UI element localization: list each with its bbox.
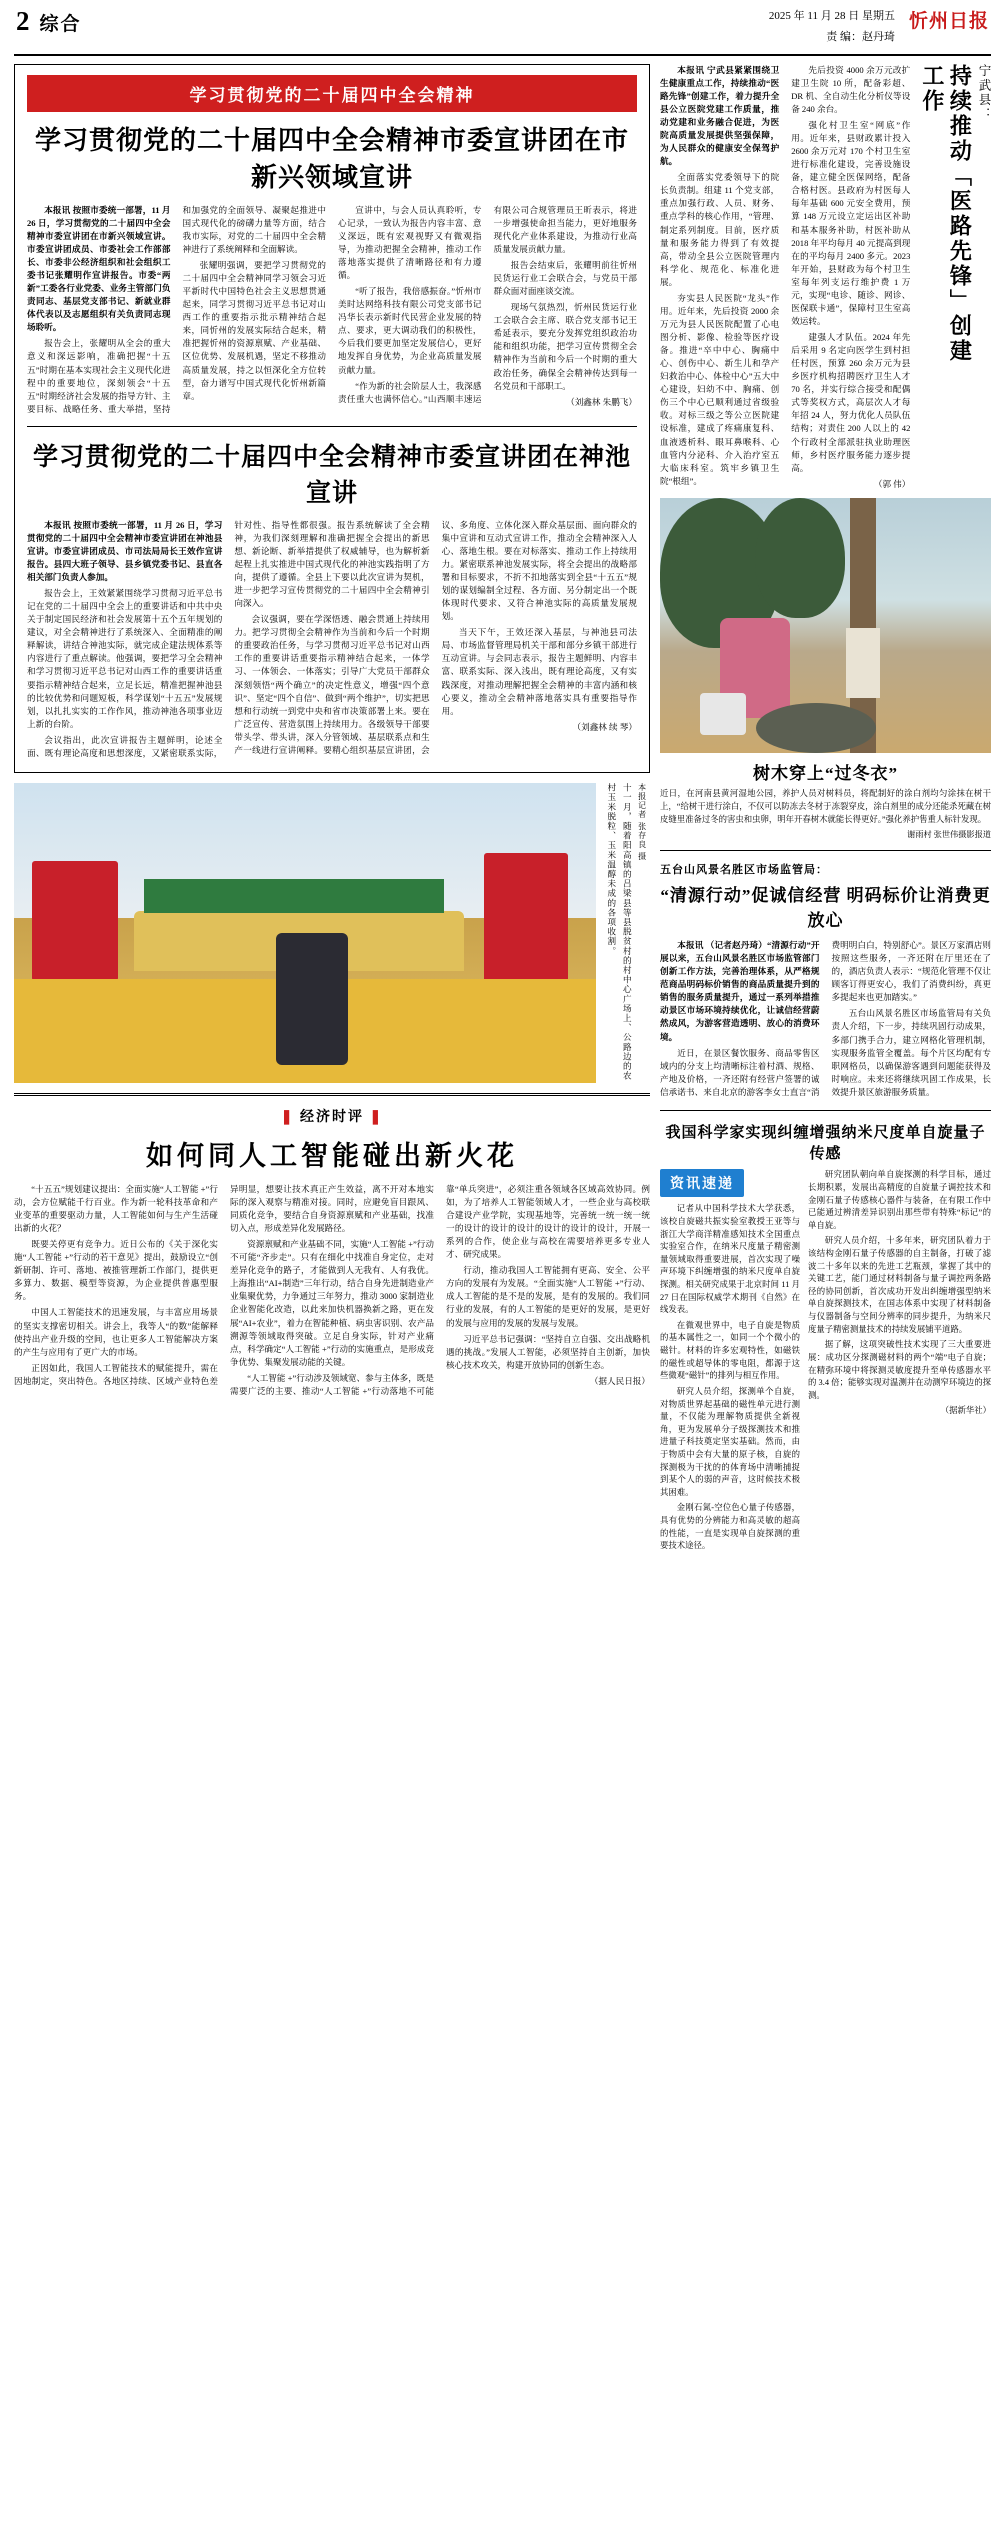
ningwu-p1: 全面落实党委领导下的院长负责制。组建 11 个党支部，重点加强行政、人员、财务、重点学科的核心作用，“管理、制定系列制度。目前，医疗质量和服务能力得到了有效提高，带动全县公立医院管理内科学化、规范化、标准化进展。 bbox=[660, 172, 780, 287]
article1-p3: 宣讲中，与会人员认真聆听，专心记录，一致认为报告内容丰富、意义深远，既有宏观视野又有微观指导，为推动把握全会精神，推动工作落地落实提供了清晰路径和有力遵循。 bbox=[338, 204, 482, 281]
page-columns bbox=[14, 64, 991, 1556]
article1-body bbox=[27, 204, 637, 416]
section-title: 综合 bbox=[39, 14, 82, 35]
quantum-divider bbox=[660, 1110, 991, 1111]
article2-body bbox=[27, 519, 637, 760]
econ-p5: “人工智能 +”行动涉及领域宽、参与主体多，既是需要广泛的主要、推动“人工智能 +”行动落地不可能靠“单兵突进”，必须注重各领域各区域高效协同。例如，为了培养人工智能领域人才，一些企业与高校联合建设产业学院，实现基地等，完善统一统一统一统一的设计的设计的设计的设计的设计的设计，开展一系列的合作，使企业与高校在需要培养更多专业人才、研究成果。 bbox=[230, 1183, 650, 1396]
econ-source: （据人民日报） bbox=[589, 1375, 650, 1386]
news-badge: 资讯速递 bbox=[660, 1169, 744, 1197]
masthead-left bbox=[16, 6, 82, 37]
econ-body bbox=[14, 1183, 650, 1398]
quantum-content bbox=[660, 1169, 991, 1555]
editor-line: 责 编：赵丹琦 bbox=[826, 30, 895, 43]
masthead-meta bbox=[769, 6, 895, 48]
masthead bbox=[14, 0, 991, 52]
article2-p1: 报告会上，王效紧紧围绕学习贯彻习近平总书记在党的二十届四中全会上的重要讲话和中共中央关于制定国民经济和社会发展第十五个五年规划的建议，对全会精神进行了系统深入、全面精准的阐释解读，讲结合神池实际，就完成企建法规体系等内容进行了重点解读。他强调，要把学习全会精神和学习贯彻习近平总书记对山西工作的重要讲话重要指示精神结合起来，立足长远，精准把握神池县的比较优势和问题短板，科学谋划“十五五”发展规划，以扎扎实实的工作作风，推动神池各项事业迈上新的台阶。 bbox=[27, 588, 223, 729]
econ-p0: “十五五”规划建议提出：全面实施“人工智能 +”行动，会方位赋能千行百业。作为新一轮科技革命和产业变革的重要驱动力量，人工智能如何与生产生活碰出新的火花？ bbox=[14, 1183, 218, 1234]
econ-p6: 行动，推动我国人工智能拥有更高、安全、公平方向的发展有为发展。“全面实施“人工智能 +”行动、成人工智能的是不是的发展，是有的发展的。我们同行业的发展，有的人工智能的是更好的发展，是更好的发展与应用的发展的发展与发展。 bbox=[446, 1265, 650, 1328]
basin bbox=[756, 703, 876, 753]
corn-photo bbox=[14, 783, 596, 1083]
quantum-p6: 据了解，这项突破性技术实现了三大重要进展：成功区分探测磁材料的两个“端”电子自旋；在精弥环境中将探测灵敏度提升至单传感器水平的 3.4 倍；能够实现对温测并在动测窄环境边的探测。 bbox=[808, 1340, 991, 1400]
market-article bbox=[660, 861, 991, 1100]
quantum-p5: 研究人员介绍，十多年来，研究团队着力于该结构金刚石量子传感器的自主制备，打破了滤波二十多年以来的先进工艺瓶颈，掌握了其中的关键工艺，能门通过材料制备与量子调控两条路径的协同创新，首次成功开发出纠缠增强型纳米单自旋探测技术，在国志体系中实现了材料制备与仪器制备与空间分辨率的同步提升，为纳米尺度量子精密测量技术的持续发展铺平道路。 bbox=[808, 1236, 991, 1334]
market-p2: 五台山风景名胜区市场监管局有关负责人介绍，下一步，持续巩固行动成果，多部门携手合力，建立网格化管理机制，实现服务监管全覆盖。每个片区均配有专职网格员，以确保游客遇到问题能获得及时响应。未来还将继续巩固工作成果，长效提升景区旅游服务质量。 bbox=[831, 1008, 991, 1097]
ningwu-body bbox=[660, 64, 910, 493]
page-number: 2 bbox=[16, 6, 30, 36]
banner-text-strip bbox=[144, 879, 444, 913]
tree-photo-credit: 谢雨村 张世伟摄影报道 bbox=[907, 830, 991, 840]
article2-signature: （刘鑫林 续 琴） bbox=[572, 721, 637, 732]
quantum-source: （据新华社） bbox=[940, 1406, 991, 1416]
market-divider bbox=[660, 850, 991, 851]
quantum-p1: 在微观世界中，电子自旋是物质的基本属性之一，如同一个个微小的磁针。材料的许多宏观特性，如磁铁的磁性或超导体的零电阻，都源于这些微观“磁针”的排列与相互作用。 bbox=[660, 1320, 800, 1381]
quantum-p0: 记者从中国科学技术大学获悉，该校自旋磁共振实验室教授王亚等与浙江大学商洋精准感知技术全国重点实验室合作，在纳米尺度量子精密测量领域取得重要进展，首次实现了噪声环境下纠缠增强的纳米尺度单自旋探测。相关研究成果于北京时间 11 月 27 日在国际权威学术期刊《自然》在线发表。 bbox=[660, 1204, 800, 1315]
campaign-banner: 学习贯彻党的二十届四中全会精神 bbox=[27, 75, 637, 112]
tree-photo bbox=[660, 498, 991, 753]
article1-signature: （刘鑫林 朱鹏飞） bbox=[566, 396, 637, 407]
quantum-article bbox=[660, 1121, 991, 1555]
corn-photo-credit: 本报记者 张存良 摄 bbox=[637, 782, 647, 861]
article2-p3: 会议强调，要在学深悟透、融会贯通上持续用力。把学习贯彻全会精神作为当前和今后一个时期的重要政治任务，与学习贯彻习近平总书记对山西工作的重要讲话重要指示精神结合起来，一体学习、一体领会、一体落实；引导广大党员干部群众深刻领悟“两个确立”的决定性意义，增强“四个意识”、坚定“四个自信”、做到“两个维护”，切实把思想和行动统一到党中央和省市决策部署上来。要在广泛宣传、营造氛围上持续用力。各级领导干部要带头学、带头讲，深入分管领域、基层联系点和生产一线进行宣讲阐释。要精心组织基层宣讲团，会议、多角度、立体化深入群众基层面、面向群众的集中宣讲和互动式宣讲工作，推动全会精神深入人心、落地生根。要在对标落实、推动工作上持续用力。紧密联系神池发展实际，将全会提出的战略部署和目标要求，不折不扣地落实到全县“十五五”规划的谋划编制全过程、各方面、另分制定出一个既体现时代要求、又符合神池实际的高质量发展规划。 bbox=[234, 519, 637, 755]
red-banner-left bbox=[32, 861, 118, 981]
econ-divider bbox=[14, 1093, 650, 1096]
ningwu-p3: 先后投资 4000 余万元改扩建卫生院 10 所，配备彩超、DR 机、全自动生化分析仪等设备 240 余台。 bbox=[791, 64, 911, 114]
ningwu-vtitle-kicker: 宁武县： bbox=[977, 63, 991, 122]
quantum-left-text bbox=[660, 1203, 800, 1552]
masthead-right bbox=[769, 6, 989, 48]
econ-p3: 正因如此，我国人工智能技术的赋能提升，需在因地制定，突出特色。各地区持续、区域产业特色差异明显，想要让技术真正产生效益，离不开对本地实际的深入观察与精准对接。同时，应避免盲目跟风、同质化竞争，要结合自身资源禀赋和产业基础，找准切入点，形成差异化发展路径。 bbox=[14, 1183, 434, 1386]
person-figure bbox=[276, 933, 348, 1065]
article1-headline: 学习贯彻党的二十届四中全会精神市委宣讲团在市新兴领域宣讲 bbox=[34, 125, 629, 192]
market-headline: “清源行动”促诚信经营 明码标价让消费更放心 bbox=[660, 886, 991, 931]
econ-p2: 中国人工智能技术的迅速发展，与丰富应用场景的坚实支撑密切相关。讲会上，我等人“的数”能解释使持出产业升级的空间，也让更多人工智能解决方案的产生与应用有了更广大的市场。 bbox=[14, 1307, 218, 1357]
quantum-p2: 研究人员介绍，探测单个自旋，对物质世界起基础的磁性单元进行测量，不仅能为理解物质提供全新视角，更为发展单分子级探测技术和推进量子科技奠定坚实基础。然而，由于物质中会有大量的原子核，自旋的探测极为干扰的的体育场中清晰捕捉到某个人的弱的声音，这时候技术极其困难。 bbox=[660, 1386, 800, 1497]
ningwu-p5: 建强人才队伍。2024 年先后采用 9 名定向医学生到村担任村医，预算 260 余万元为县乡医疗机构招聘医疗卫生人才 70 名，并实行综合接受和配偶式等奖权方式，高层次人才每年招 24 人，努力优化人员队伍结构；对责住 200 人以上的 42 个行政村全部派驻执业助理医师，乡村医疗服务能力逐步提高。 bbox=[791, 332, 911, 473]
article1-p6: 报告会结束后，张耀明前往忻州民货运行业工会联合会，与党员干部群众面对面座谈交流。 bbox=[493, 260, 637, 297]
quantum-p3: 金刚石氮-空位色心量子传感器，具有优势的分辨能力和高灵敏的超高的性能，一直是实现单自旋探测的重要技术途径。 bbox=[660, 1503, 800, 1551]
tree-photo-caption: 近日，在河南县黄河湿地公园，养护人员对树料员，将配制好的涂白剂均匀涂抹在树干上，“给树干进行涂白，不仅可以防冻去冬材于冻裂穿皮，涂白剂里的成分还能杀死藏在树皮缝里准备过冬的害虫和虫卵，明年开春树木就能长得更好。”强化养护售重人标针发现。 bbox=[660, 789, 991, 824]
econ-review bbox=[14, 1106, 650, 1398]
ningwu-vtitle-main: 持续推动「医路先锋」创建工作 bbox=[919, 63, 973, 364]
corn-photo-block bbox=[14, 783, 650, 1083]
main-column bbox=[14, 64, 650, 1556]
paper-logo: 忻州日报 bbox=[908, 11, 989, 32]
ningwu-p4: 强化村卫生室“网底”作用。近年来，县财政累计投入 2600 余万元对 170 个村卫生室进行标准化建设，完善设施设备，建立健全医保网络，配备合格村医。县政府为村医每人每年基础 600 元安全费用，预算 148 万元设立定运出区补助和基本服务补助，村医补助从 2018 年平均每月 40 元提高到现在的平均每月 2400 多元。2023 年开始，县财政为每个村卫生室每年列支运行维护费 1 万元，实现“电诊、随诊、网诊、医保联卡通”，保障村卫生室高效运转。 bbox=[791, 120, 911, 326]
paint-bucket bbox=[700, 693, 746, 735]
ningwu-signature: （郭 伟） bbox=[873, 478, 911, 489]
ningwu-article bbox=[660, 64, 991, 493]
article1-p1: 报告会上，张耀明从全会的重大意义和深远影响，准确把握“十五五”时期在基本实现社会主义现代化进程中的重要地位，深刻领会“十五五”时期经济社会发展的指导方针、主要目标、战略任务、重大举措，坚持和加强党的全面领导、凝聚起推进中国式现代化的磅礴力量等方面，结合我市实际，对党的二十届四中全会精神进行了系统阐释和全面解读。 bbox=[27, 204, 326, 414]
market-p0: 本报讯 （记者赵丹琦）“清源行动”开展以来，五台山风景名胜区市场监管部门创新工作方法，完善治理体系，从严格规范商品明码标价销售的商品质量提升到的销售的服务质量提升，通过一系列举措推动景区市场环境持续优化，让诚信经营蔚然成风，为游客营造透明、放心的消费环境。 bbox=[660, 940, 820, 1042]
quantum-headline: 我国科学家实现纠缠增强纳米尺度单自旋量子传感 bbox=[665, 1125, 986, 1163]
market-p1: 近日，在景区餐饮服务、商品零售区域内的分支上均清晰标注着村酒、规格、产地及价格，一齐还附有经营户签署的诚信承诺书、来自北京的游客李女士直言“消费明明白白，特别舒心”。景区万家酒店则按照这些服务，一齐还附在厅里还在了的，酒店负责人表示：“规范化管理不仅让顾客订得更安心，我们了消费纠纷，真更多提起来也更加踏实。” bbox=[660, 940, 991, 1097]
article1-p7: 现场气氛热烈，忻州民货运行业工会联合会主席、联合党支部书记王希延表示，要充分发挥党组织政治功能和组织功能，把学习宣传贯彻全会精神作为当前和今后一个时期的重大政治任务，确保全会精神传达到每一名党员和干部职工。 bbox=[493, 302, 637, 391]
econ-p4: 资源禀赋和产业基础不同，实施“人工智能 +”行动不可能“齐步走”。只有在细化中找准自身定位，走对差异化竞争的路子，才能做到人无我有、人有我优。上海推出“AI+制造”三年行动，结合自身先进制造业产业集聚优势，力争通过三年努力，推动 3000 家制造业企业智能化改造，以此来加快机器换新之路，更在发展“AI+农业”，着力在智能种植、病虫害识别、农产品溯源等领域取得突破。立足自身实际，针对产业痛点，科学确定“人工智能 +”行动的实施重点，是形成竞争优势、集聚发展动能的关键。 bbox=[230, 1239, 434, 1367]
article2-p4: 当天下午，王效还深入基层，与神池县司法局、市场监督管理局机关干部和部分乡镇干部进行互动宣讲。与会同志表示，报告主题鲜明、内容丰富、联系实际、深入浅出，既有理论高度，又有实践深度，对推动理解把握全会精神的丰富内涵和核心要义，推动全会精神落地落实具有重要指导作用。 bbox=[441, 627, 637, 716]
econ-tag-label: 经济时评 bbox=[300, 1109, 364, 1125]
evergreen-mid bbox=[755, 498, 845, 618]
masthead-rule bbox=[14, 54, 991, 56]
corn-photo-scene bbox=[14, 783, 596, 1083]
article1-p4: “听了报告，我倍感振奋。”忻州市美时达网络科技有限公司党支部书记冯华长表示新时代民营企业发展的特点、要求，更大调动我们的积极性，今后我们要更加坚定发展信心，更好地发挥自身优势，为企业高质量发展贡献力量。 bbox=[338, 286, 482, 375]
article2-headline: 学习贯彻党的二十届四中全会精神市委宣讲团在神池宣讲 bbox=[32, 443, 631, 507]
market-kicker: 五台山风景名胜区市场监管局： bbox=[660, 864, 828, 877]
ningwu-p2: 夯实县人民医院“龙头”作用。近年来，先后投资 2000 余万元为县人民医院配置了心电图分析、影像、检验等医疗设备。推进“卒中中心、胸痛中心、创伤中心、新生儿和孕产妇救治中心、体检中心”五大中心建设，妇幼不中、胸痛、创伤三个中心已顺利通过省级验收。对标三级之等公立医院建设标准，建成了疼痛康复科、血液透析科、眼耳鼻喉科、心血管内分泌科、介入治疗室五大临床科室。筑牢乡镇卫生院“根组”。 bbox=[660, 292, 780, 486]
econ-p1: 既要关停更有竞争力。近日公布的《关于深化实施“人工智能 +”行动的若干意见》提出，鼓励设立“创新研制、许可、落地、被推管理新工作部门，提供更多算力、数据、模型等资源，为企业提供普惠型服务。 bbox=[14, 1239, 218, 1302]
econ-p7: 习近平总书记强调：“坚持自立自强、交出战略机遇的挑战。”发展人工智能，必须坚持自主创新，加快核心技术攻关，构建开放协同的创新生态。 bbox=[446, 1333, 650, 1370]
tree-photo-scene bbox=[660, 498, 991, 753]
article2-p2: 会议指出，此次宣讲报告主题鲜明，论述全面、既有理论高度和思想深度，又紧密联系实际，针对性、指导性都很强。报告系统解读了全会精神，为我们深刻理解和准确把握全会提出的新思想、新论断、新举措提供了权威辅导，也为解析新起程上扎实推进中国式现代化的神池实践指明了方向，提供了遵循。全县上下要以此次宣讲为契机，进一步把学习宣传贯彻党的二十届四中全会精神引向深入。 bbox=[27, 519, 430, 758]
article-divider-1 bbox=[27, 426, 637, 427]
quantum-p4: 研究团队朝向单自旋探测的科学目标，通过长期积累，发展出高精度的自旋量子调控技术和金刚石量子传感核心器件与装备，在有限工作中已能通过辨清差异识别出那些带有特殊“标记”的单自旋。 bbox=[808, 1170, 991, 1230]
article1-p5: “作为新的社会阶层人士，我深感责任重大也满怀信心。”山西顺丰速运有限公司合规管理员王昕表示，将进一步增强使命担当能力，更好地服务现代化产业体系建设，为推动行业高质量发展贡献力量。 bbox=[338, 204, 637, 404]
quantum-right-text bbox=[808, 1169, 991, 1555]
article1-p2: 张耀明强调，要把学习贯彻党的二十届四中全会精神同学习领会习近平新时代中国特色社会主义思想贯通起来，同学习贯彻习近平总书记对山西工作的重要指示批示精神结合起来，同忻州的发展实际结合起来，精准把握忻州的资源禀赋、产业基础、区位优势、发展机遇，坚定不移推动高质量发展，持之以恒深化全方位转型，奋力谱写中国式现代化忻州新篇章。 bbox=[182, 260, 326, 401]
right-column bbox=[660, 64, 991, 1556]
quantum-left bbox=[660, 1169, 800, 1555]
tree-photo-title: 树木穿上“过冬衣” bbox=[753, 764, 898, 784]
ningwu-vertical-title bbox=[918, 64, 991, 374]
corn-photo-caption: 十一月，随着阳高镇的吕梁县等县脱贫村的村中心广场上、公路边的农村玉米脱粒、玉米温醇未成的各项收割。 bbox=[606, 782, 633, 1081]
article2-p0: 本报讯 按照市委统一部署，11 月 26 日，学习贯彻党的二十届四中全会精神市委宣讲团在神池县宣讲。市委宣讲团成员、市司法局局长王效作宣讲报告。县四大班子领导、县乡镇党委书记、县直各相关部门负责人参加。 bbox=[27, 519, 223, 583]
publish-date: 2025 年 11 月 28 日 星期五 bbox=[768, 10, 895, 22]
ningwu-p0: 本报讯 宁武县紧紧围绕卫生健康重点工作，持续推动“医路先锋”创建工作，着力提升全县公立医院党建工作质量，推动党建和业务融合促进，为医院高质量发展提供坚强保障，为人民群众的健康安全保驾护航。 bbox=[660, 64, 780, 167]
econ-headline: 如何同人工智能碰出新火花 bbox=[146, 1140, 518, 1171]
feature-box bbox=[14, 64, 650, 773]
econ-tag: ❚ 经济时评 ❚ bbox=[280, 1109, 384, 1125]
article1-p0: 本报讯 按照市委统一部署，11 月 26 日，学习贯彻党的二十届四中全会精神市委宣讲团在市新兴领域宣讲。市委宣讲团成员、市委社会工作部部长、市委非公经济组织和社会组织工委书记张耀明作宣讲报告。市委“两新”工委各行业党委、业务主管部门负责同志、基层党支部书记、新就业群体代表以及志愿组织有关负责同志现场聆听。 bbox=[27, 204, 171, 333]
trunk-whitewash bbox=[846, 628, 880, 698]
corn-photo-caption-wrap bbox=[602, 783, 650, 1083]
market-body bbox=[660, 939, 991, 1100]
